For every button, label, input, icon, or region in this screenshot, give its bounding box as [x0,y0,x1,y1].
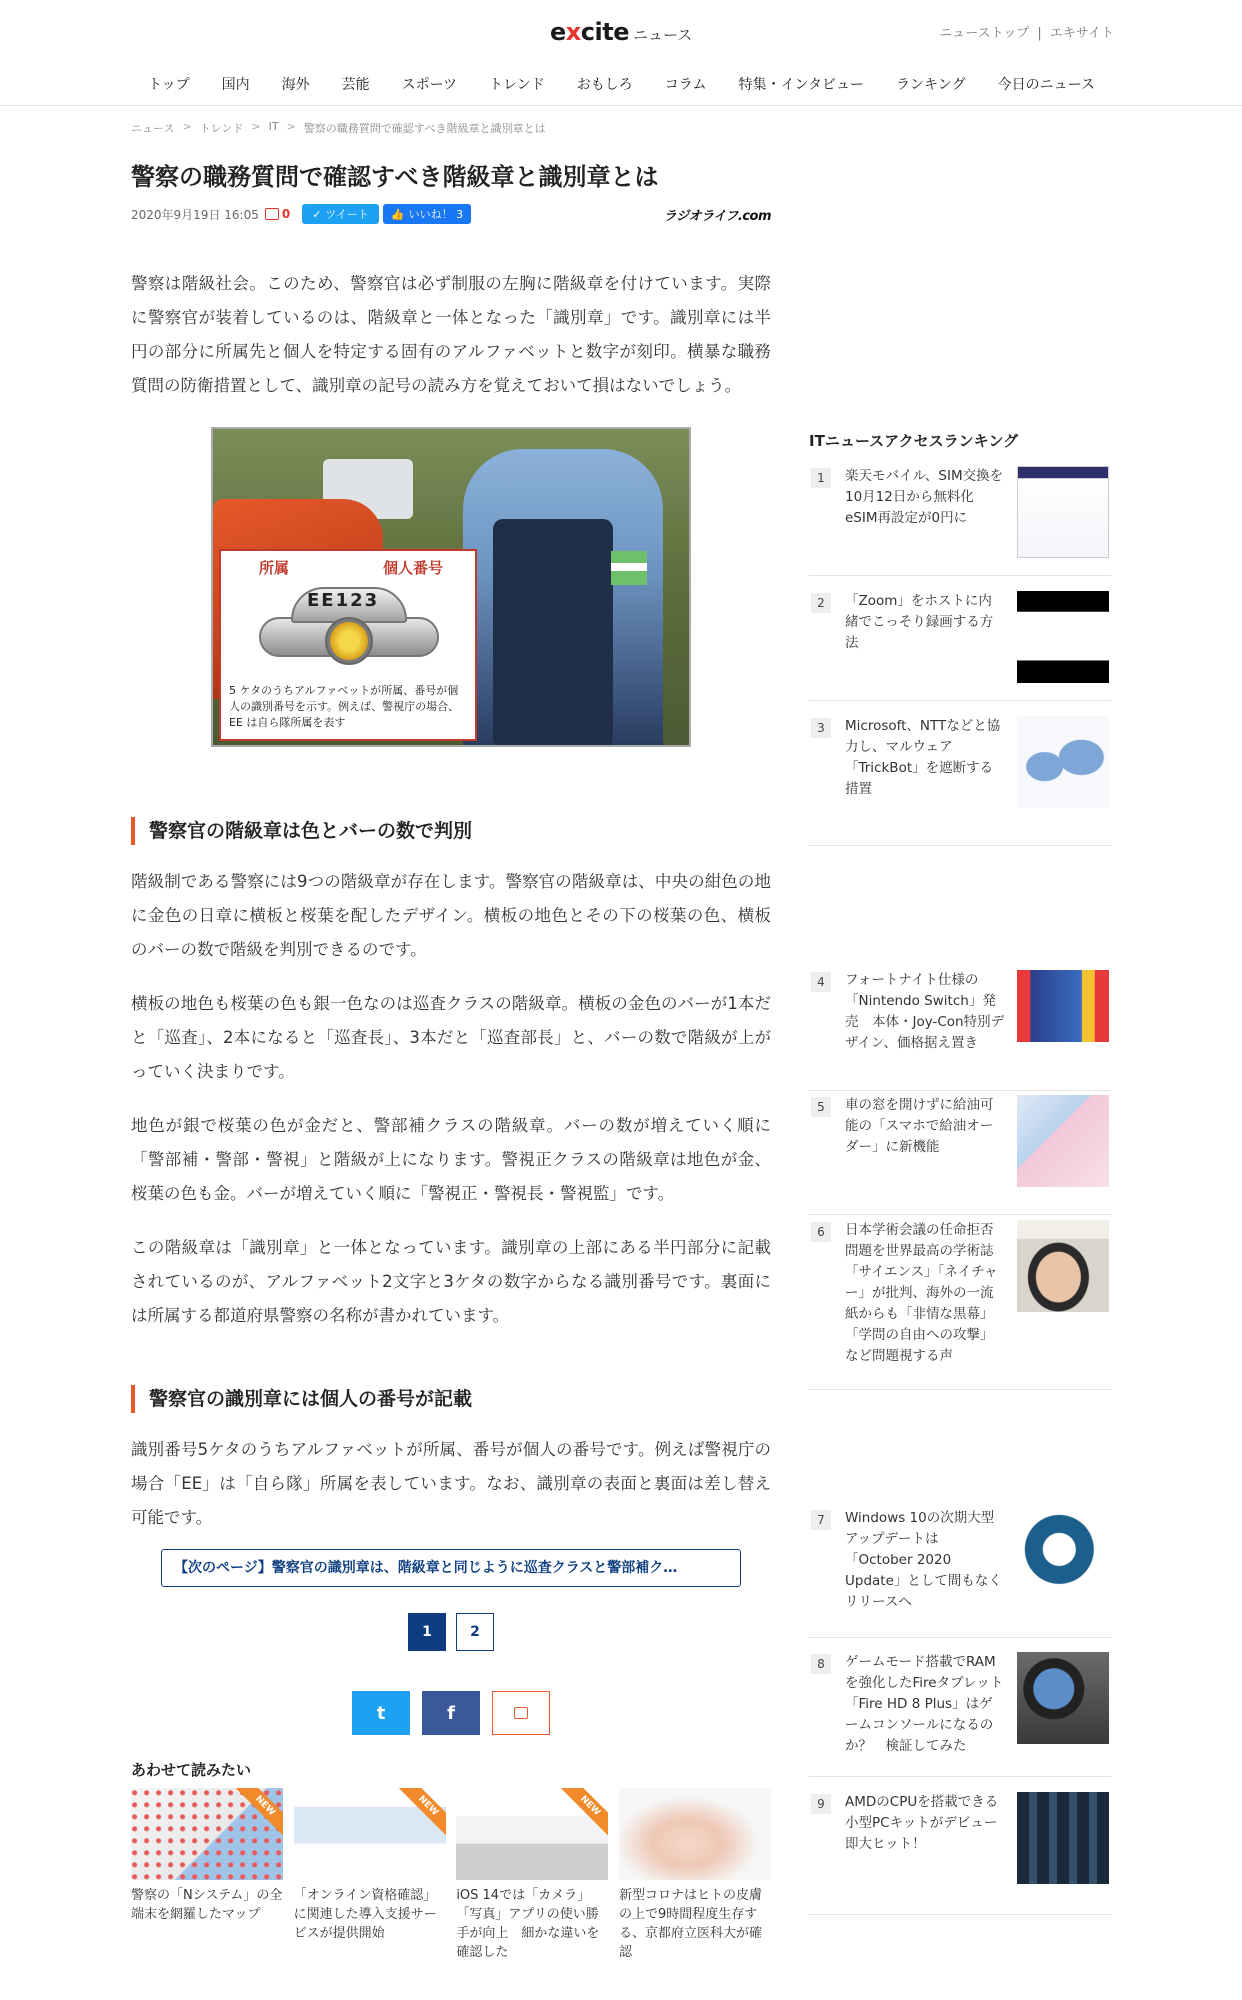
comment-icon[interactable] [265,208,279,220]
rank-title: AMDのCPUを搭載できる小型PCキットがデビュー即大ヒット！ [845,1794,999,1852]
twitter-bird-icon: ✓ [312,207,322,221]
twitter-icon: t [376,1702,386,1724]
related-heading: あわせて読みたい [131,1761,252,1780]
site-header [0,0,1242,106]
section-heading-rank: 警察官の階級章は色とバーの数で判別 [131,817,771,845]
breadcrumb-separator: > [182,120,192,133]
nav-sports[interactable]: スポーツ [401,77,458,93]
nav-trend[interactable]: トレンド [489,77,545,93]
pagination [131,1613,771,1651]
ranking-item[interactable] [809,1220,1111,1390]
paragraph: 階級制である警察には9つの階級章が存在します。警察官の階級章は、中央の紺色の地に金色の日章に横板と桜葉を配したデザイン。横板の地色とその下の桜葉の色、横板のバーの数で階級を判別できるのです。 [131,872,771,960]
nav-column[interactable]: コラム [664,77,707,93]
ranking-item[interactable] [809,1508,1111,1638]
photo-armband [611,551,647,585]
ranking-item[interactable] [809,970,1111,1091]
paragraph: この階級章は「識別章」と一体となっています。識別章の上部にある半円部分に記載されているのが、アルファベット2文字と3ケタの数字からなる識別番号です。裏面には所属する都道府県警察の名称が書かれています。 [131,1238,771,1326]
rank-thumbnail [1017,1652,1109,1744]
rank-number: 2 [811,593,831,613]
nav-funny[interactable]: おもしろ [576,77,633,93]
related-title: iOS 14では「カメラ」「写真」アプリの使い勝手が向上 細かな違いを確認した [456,1888,600,1961]
nav-entertainment[interactable]: 芸能 [341,77,370,93]
ranking-item[interactable] [809,1792,1111,1915]
ranking-item[interactable] [809,591,1111,701]
top-links [937,22,1116,41]
rank-thumbnail [1017,970,1109,1042]
nav-top[interactable]: トップ [148,77,190,93]
rank-number: 1 [811,468,831,488]
breadcrumb-trend[interactable]: トレンド [199,122,244,135]
nav-feature[interactable]: 特集・インタビュー [738,77,865,93]
related-title: 警察の「Nシステム」の全端末を網羅したマップ [131,1888,283,1923]
rank-thumbnail [1017,1792,1109,1884]
ranking-item[interactable] [809,466,1111,576]
new-badge: NEW [231,1788,283,1840]
rank-thumbnail [1017,1220,1109,1312]
article-title: 警察の職務質問で確認すべき階級章と識別章とは [131,163,659,191]
related-title: 新型コロナはヒトの皮膚の上で9時間程度生存する、京都府立医科大が確認 [618,1888,762,1961]
article-intro: 警察は階級社会。このため、警察官は必ず制服の左胸に階級章を付けています。実際に警察官が装着しているのは、階級章と一体となった「識別章」です。識別章には半円の部分に所属先と個人を特定する固有のアルファベットと数字が刻印。横暴な職務質問の防衛措置として、識別章の記号の読み方を覚えておいて損はないでしょう。 [131,274,771,396]
nav-ranking[interactable]: ランキング [896,77,966,93]
page-1-button[interactable]: 1 [408,1613,446,1651]
facebook-like-button[interactable] [383,204,471,224]
new-badge: NEW [556,1788,608,1840]
rank-number: 6 [811,1222,831,1242]
rank-number: 5 [811,1097,831,1117]
rank-thumbnail [1017,466,1109,558]
paragraph: 横板の地色も桜葉の色も銀一色なのは巡査クラスの階級章。横板の金色のバーが1本だと「巡査」、2本になると「巡査長」、3本だと「巡査部長」と、バーの数で階級が上がっていく決まりです。 [131,994,771,1082]
publish-date: 2020年9月19日 16:05 [131,207,259,222]
rank-thumbnail [1017,1095,1109,1187]
photo-vest [493,519,613,747]
logo-brand: excite [550,18,629,46]
label-personal-number: 個人番号 [383,559,444,578]
rank-number: 9 [811,1794,831,1814]
excite-news-logo[interactable] [550,16,692,44]
rank-number: 7 [811,1510,831,1530]
nav-today[interactable]: 今日のニュース [997,77,1095,93]
article-meta [131,203,771,225]
facebook-icon: f [447,1702,455,1724]
rank-title: ゲームモード搭載でRAMを強化したFireタブレット「Fire HD 8 Plus」はゲームコンソールになるのか？ 検証してみた [845,1654,1004,1754]
ranking-sidebar [809,430,1111,1852]
section-heading-id: 警察官の識別章には個人の番号が記載 [131,1385,771,1413]
comment-icon [514,1707,528,1719]
breadcrumb-separator: > [251,120,261,133]
ranking-item[interactable] [809,1095,1111,1215]
breadcrumb-it[interactable]: IT [268,120,279,133]
tweet-button[interactable] [302,204,379,224]
rank-number: 8 [811,1654,831,1674]
related-thumbnail [619,1788,771,1880]
share-buttons [131,1691,771,1735]
top-links-divider: | [1037,26,1042,41]
comment-count[interactable]: 0 [281,207,291,222]
badge-caption: 5 ケタのうちアルファベットが所属、番号が個人の識別番号を示す。例えば、警視庁の場合、EE は自ら隊所属を表す [229,684,460,730]
rank-title: Windows 10の次期大型アップデートは「October 2020 Update」として間もなくリリースへ [845,1510,1002,1610]
logo-suffix: ニュース [632,26,693,44]
related-item[interactable] [294,1788,446,1962]
related-item[interactable] [131,1788,283,1962]
news-top-link[interactable]: ニューストップ [939,26,1030,41]
rank-title: 「Zoom」をホストに内緒でこっそり録画する方法 [845,593,994,651]
label-affiliation: 所属 [259,559,290,578]
thumbs-up-icon: 👍 [390,207,405,221]
rank-title: フォートナイト仕様の「Nintendo Switch」発売 本体・Joy-Con特別デザイン、価格据え置き [845,972,1005,1051]
new-badge: NEW [394,1788,446,1840]
next-page-link[interactable]: 【次のページ】警察官の識別章は、階級章と同じように巡査クラスと警部補ク… [161,1549,741,1587]
breadcrumb [131,120,554,136]
article [131,160,771,1962]
breadcrumb-current: 警察の職務質問で確認すべき階級章と識別章とは [303,122,546,135]
ranking-item[interactable] [809,716,1111,846]
rank-thumbnail [1017,591,1109,683]
like-label: いいね！ 3 [408,208,464,222]
rank-title: 楽天モバイル、SIM交換を10月12日から無料化 eSIM再設定が0円に [845,468,1004,526]
related-item[interactable] [456,1788,608,1962]
badge-illustration [249,581,449,681]
rank-number: 3 [811,718,831,738]
related-item[interactable] [619,1788,771,1962]
share-facebook-button[interactable] [422,1691,480,1735]
tweet-label: ツイート [325,208,369,222]
share-twitter-button[interactable] [352,1691,410,1735]
nav-domestic[interactable]: 国内 [221,77,250,93]
related-thumbnail [131,1788,283,1880]
rank-number: 4 [811,972,831,992]
nav-overseas[interactable]: 海外 [281,77,310,93]
rank-thumbnail [1017,1508,1109,1600]
paragraph: 識別番号5ケタのうちアルファベットが所属、番号が個人の番号です。例えば警視庁の場合「EE」は「自ら隊」所属を表しています。なお、識別章の表面と裏面は差し替え可能です。 [131,1440,771,1528]
source-logo[interactable]: ラジオライフ.com [663,209,771,225]
related-thumbnail [456,1788,608,1880]
breadcrumb-separator: > [286,120,296,133]
comment-button[interactable] [492,1691,550,1735]
police-emblem-icon [325,617,373,665]
related-articles [131,1788,771,1962]
ranking-item[interactable] [809,1652,1111,1777]
rank-title: Microsoft、NTTなどと協力し、マルウェア「TrickBot」を遮断する措置 [845,718,1001,797]
badge-inset [219,549,477,741]
breadcrumb-news[interactable]: ニュース [131,122,175,135]
ranking-title: ITニュースアクセスランキング [809,432,1019,450]
global-nav [148,74,1127,94]
badge-number: EE123 [307,590,380,612]
rank-title: 車の窓を開けずに給油可能の「スマホで給油オーダー」に新機能 [845,1097,994,1155]
paragraph: 地色が銀で桜葉の色が金だと、警部補クラスの階級章。バーの数が増えていく順に「警部補・警部・警視」と階級が上になります。警視正クラスの階級章は地色が金、桜葉の色も金。バーが増えていく順に「警視正・警視長・警視監」です。 [131,1116,771,1204]
rank-thumbnail [1017,716,1109,808]
related-title: 「オンライン資格確認」に関連した導入支援サービスが提供開始 [293,1888,437,1942]
page-2-button[interactable]: 2 [456,1613,494,1651]
related-thumbnail [294,1788,446,1880]
article-photo[interactable] [211,427,691,747]
excite-link[interactable]: エキサイト [1049,26,1114,41]
rank-title: 日本学術会議の任命拒否問題を世界最高の学術誌「サイエンス」「ネイチャー」が批判、海外の一流紙からも「非情な黒幕」「学問の自由への攻撃」など問題視する声 [845,1222,998,1364]
